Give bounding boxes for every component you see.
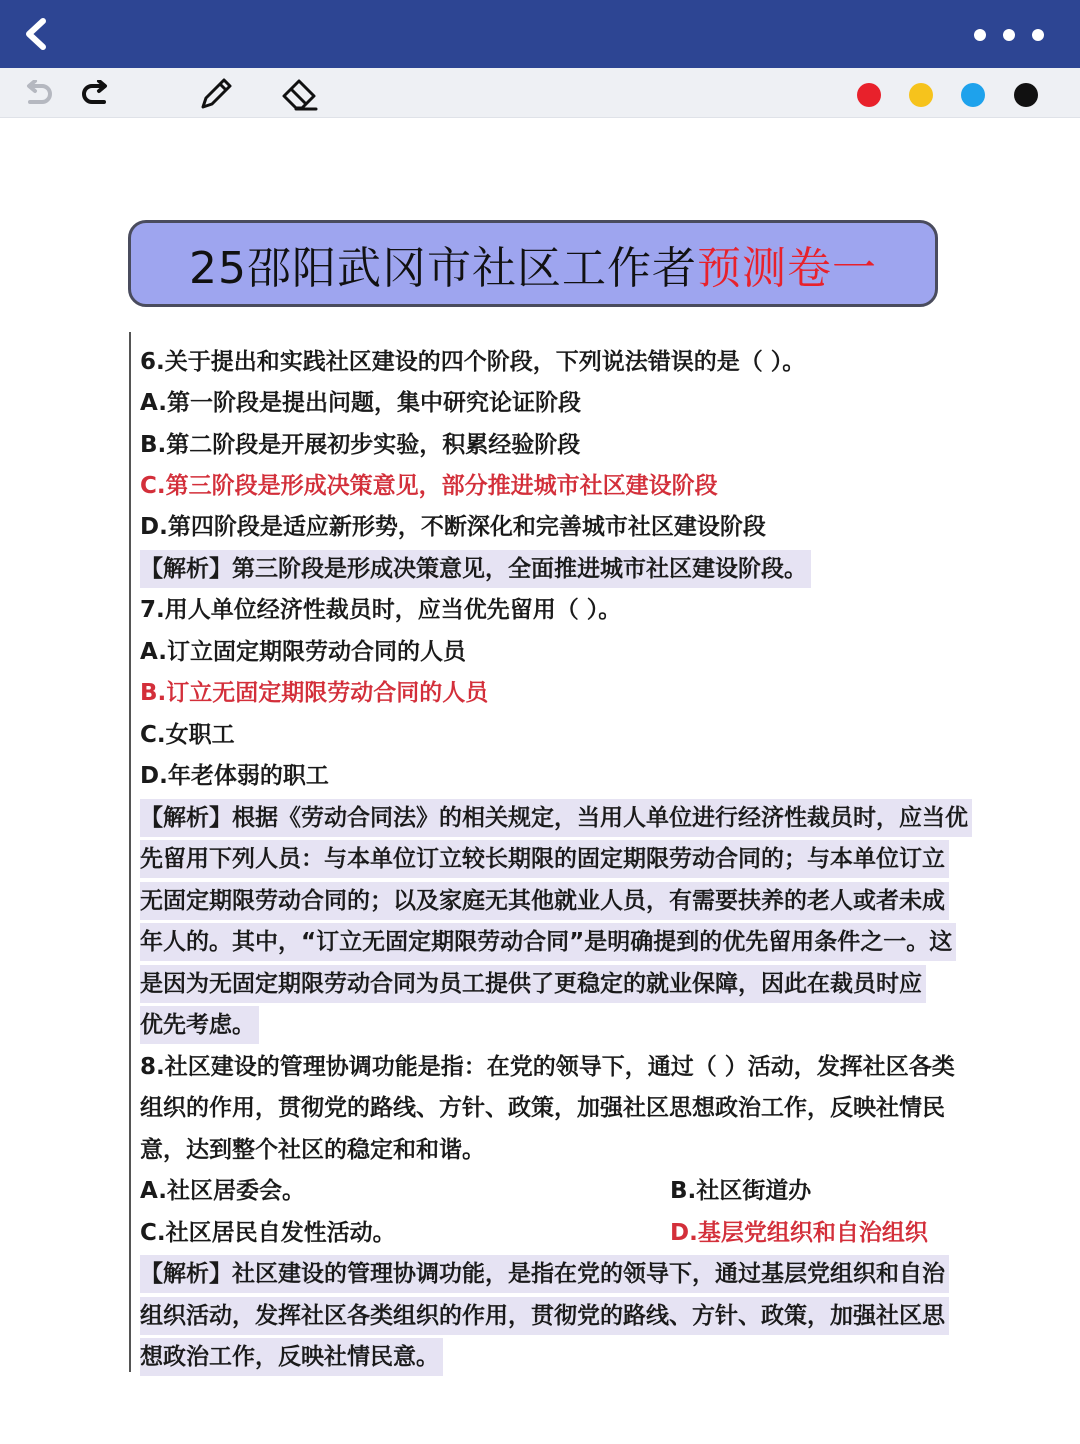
color-swatch-red[interactable] (857, 83, 881, 107)
option-7b-answer: B.订立无固定期限劳动合同的人员 (140, 680, 489, 706)
option-6d: D.第四阶段是适应新形势，不断深化和完善城市社区建设阶段 (140, 514, 766, 540)
chevron-left-icon (21, 18, 51, 50)
option-8c: C.社区居民自发性活动。 (140, 1220, 396, 1246)
question-7: 7.用人单位经济性裁员时，应当优先留用（ ）。 (140, 597, 622, 623)
question-6: 6.关于提出和实践社区建设的四个阶段，下列说法错误的是（ ）。 (140, 349, 806, 375)
option-7c: C.女职工 (140, 722, 235, 748)
option-7a: A.订立固定期限劳动合同的人员 (140, 639, 466, 665)
title-highlight: 预测卷一 (697, 242, 877, 294)
page-title: 25邵阳武冈市社区工作者预测卷一 (189, 242, 877, 294)
top-bar (0, 0, 1080, 68)
redo-button[interactable] (76, 74, 116, 114)
analysis-8-line-1: 【解析】社区建设的管理协调功能，是指在党的领导下，通过基层党组织和自治 (140, 1255, 949, 1293)
analysis-7-line-5: 是因为无固定期限劳动合同为员工提供了更稳定的就业保障，因此在裁员时应 (140, 965, 926, 1003)
analysis-8-line-3: 想政治工作，反映社情民意。 (140, 1338, 443, 1376)
analysis-8-line-2: 组织活动，发挥社区各类组织的作用，贯彻党的路线、方针、政策，加强社区思 (140, 1297, 949, 1335)
color-swatch-yellow[interactable] (909, 83, 933, 107)
undo-icon (22, 80, 54, 108)
analysis-6: 【解析】第三阶段是形成决策意见，全面推进城市社区建设阶段。 (140, 550, 811, 588)
question-8-line-1: 8.社区建设的管理协调功能是指：在党的领导下，通过（ ）活动，发挥社区各类 (140, 1054, 955, 1080)
analysis-7-line-4: 年人的。其中，“订立无固定期限劳动合同”是明确提到的优先留用条件之一。这 (140, 923, 956, 961)
option-6a: A.第一阶段是提出问题，集中研究论证阶段 (140, 390, 581, 416)
option-7d: D.年老体弱的职工 (140, 763, 329, 789)
option-6c-answer: C.第三阶段是形成决策意见，部分推进城市社区建设阶段 (140, 473, 718, 499)
pencil-icon (197, 75, 235, 113)
color-swatch-blue[interactable] (961, 83, 985, 107)
undo-button[interactable] (18, 74, 58, 114)
option-8b: B.社区街道办 (670, 1178, 812, 1204)
option-6b: B.第二阶段是开展初步实验，积累经验阶段 (140, 432, 581, 458)
more-button[interactable] (974, 18, 1044, 52)
analysis-7-line-3: 无固定期限劳动合同的；以及家庭无其他就业人员，有需要扶养的老人或者未成 (140, 882, 949, 920)
back-button[interactable] (14, 12, 58, 56)
title-banner (128, 220, 938, 307)
analysis-7-line-2: 先留用下列人员：与本单位订立较长期限的固定期限劳动合同的；与本单位订立 (140, 840, 949, 878)
color-swatch-black[interactable] (1014, 83, 1038, 107)
redo-icon (80, 80, 112, 108)
analysis-7-line-1: 【解析】根据《劳动合同法》的相关规定，当用人单位进行经济性裁员时，应当优 (140, 799, 972, 837)
question-8-line-2: 组织的作用，贯彻党的路线、方针、政策，加强社区思想政治工作，反映社情民 (140, 1095, 945, 1121)
eraser-icon (280, 75, 320, 113)
pencil-button[interactable] (196, 74, 236, 114)
option-8d-answer: D.基层党组织和自治组织 (670, 1220, 928, 1246)
eraser-button[interactable] (280, 74, 320, 114)
option-8a: A.社区居委会。 (140, 1178, 305, 1204)
analysis-7-line-6: 优先考虑。 (140, 1006, 259, 1044)
question-8-line-3: 意，达到整个社区的稳定和和谐。 (140, 1137, 485, 1163)
more-horizontal-icon (974, 29, 986, 41)
question-content (129, 332, 999, 1372)
